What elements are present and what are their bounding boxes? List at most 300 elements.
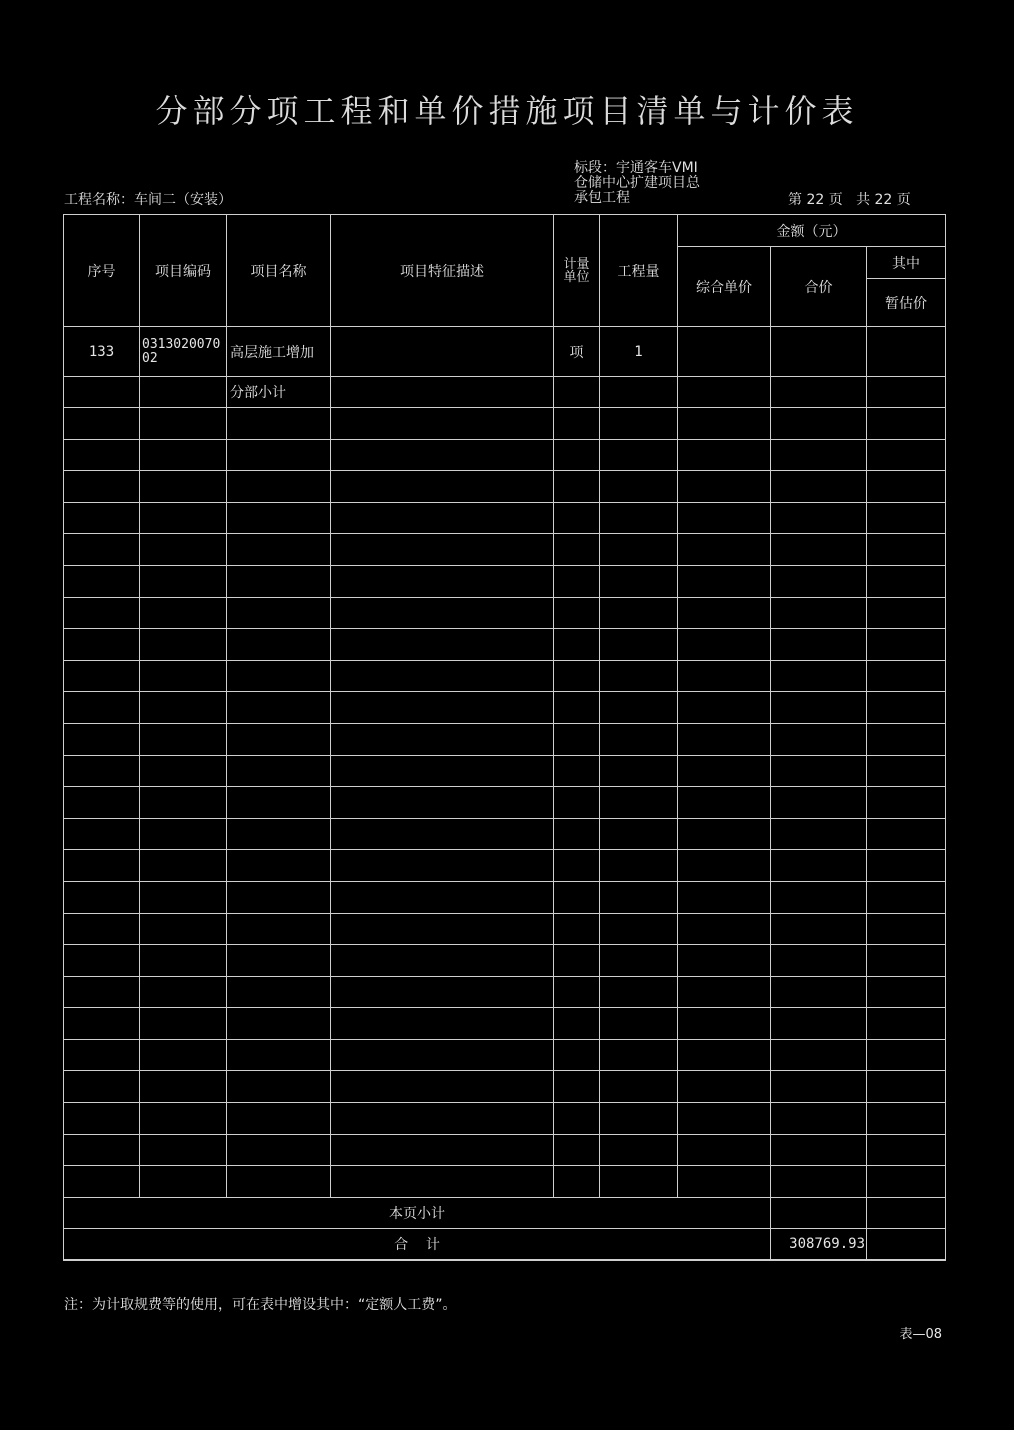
empty-cell xyxy=(600,502,678,534)
empty-cell xyxy=(64,1103,140,1135)
empty-table-row xyxy=(64,755,946,787)
empty-cell xyxy=(227,629,331,661)
empty-cell xyxy=(331,565,554,597)
empty-cell xyxy=(554,913,600,945)
empty-cell xyxy=(227,881,331,913)
empty-cell xyxy=(227,597,331,629)
empty-table-row xyxy=(64,723,946,755)
empty-cell xyxy=(554,787,600,819)
empty-cell xyxy=(331,787,554,819)
empty-cell xyxy=(64,565,140,597)
empty-cell xyxy=(140,534,227,566)
empty-cell xyxy=(227,471,331,503)
cell-unit xyxy=(554,377,600,408)
empty-cell xyxy=(331,597,554,629)
empty-cell xyxy=(867,660,946,692)
empty-cell xyxy=(771,913,867,945)
empty-cell xyxy=(554,723,600,755)
empty-cell xyxy=(140,1134,227,1166)
empty-cell xyxy=(554,755,600,787)
empty-cell xyxy=(678,692,771,724)
empty-cell xyxy=(554,1071,600,1103)
empty-cell xyxy=(227,913,331,945)
empty-cell xyxy=(554,629,600,661)
empty-cell xyxy=(600,1103,678,1135)
empty-cell xyxy=(678,439,771,471)
empty-cell xyxy=(227,818,331,850)
empty-cell xyxy=(771,976,867,1008)
empty-cell xyxy=(600,976,678,1008)
empty-cell xyxy=(227,1103,331,1135)
page-subtotal-value xyxy=(771,1197,867,1228)
empty-cell xyxy=(867,1103,946,1135)
empty-cell xyxy=(867,881,946,913)
col-qty-header: 工程量 xyxy=(600,215,678,327)
empty-cell xyxy=(771,818,867,850)
empty-cell xyxy=(227,723,331,755)
empty-cell xyxy=(331,629,554,661)
empty-cell xyxy=(600,439,678,471)
empty-table-row xyxy=(64,1071,946,1103)
col-total-header: 合价 xyxy=(771,247,867,327)
empty-cell xyxy=(140,565,227,597)
empty-table-row xyxy=(64,502,946,534)
empty-cell xyxy=(867,850,946,882)
page-info: 第 22 页 共 22 页 xyxy=(788,192,911,208)
empty-cell xyxy=(771,723,867,755)
section-info xyxy=(574,161,700,206)
empty-cell xyxy=(227,660,331,692)
empty-cell xyxy=(227,1071,331,1103)
col-of-which-header: 其中 xyxy=(867,247,946,279)
empty-table-row xyxy=(64,692,946,724)
empty-cell xyxy=(227,850,331,882)
col-name-header: 项目名称 xyxy=(227,215,331,327)
empty-table-row xyxy=(64,787,946,819)
empty-cell xyxy=(600,881,678,913)
empty-cell xyxy=(140,439,227,471)
empty-cell xyxy=(140,976,227,1008)
empty-cell xyxy=(227,1134,331,1166)
empty-table-row xyxy=(64,565,946,597)
empty-cell xyxy=(867,723,946,755)
cell-unit-price xyxy=(678,377,771,408)
empty-cell xyxy=(140,692,227,724)
empty-table-row xyxy=(64,818,946,850)
cell-qty xyxy=(600,377,678,408)
empty-cell xyxy=(554,1166,600,1198)
header-row-1 xyxy=(64,215,946,247)
empty-table-row xyxy=(64,439,946,471)
table-row xyxy=(64,377,946,408)
empty-cell xyxy=(678,850,771,882)
empty-cell xyxy=(600,1134,678,1166)
empty-cell xyxy=(227,565,331,597)
empty-table-row xyxy=(64,660,946,692)
empty-cell xyxy=(331,850,554,882)
empty-table-row xyxy=(64,913,946,945)
empty-cell xyxy=(331,471,554,503)
empty-cell xyxy=(331,755,554,787)
empty-cell xyxy=(554,408,600,440)
empty-cell xyxy=(600,660,678,692)
form-number: 表—08 xyxy=(899,1327,942,1342)
empty-cell xyxy=(771,439,867,471)
empty-cell xyxy=(600,692,678,724)
empty-cell xyxy=(600,818,678,850)
empty-cell xyxy=(771,408,867,440)
empty-cell xyxy=(771,850,867,882)
empty-cell xyxy=(140,1039,227,1071)
footnote: 注：为计取规费等的使用，可在表中增设其中：“定额人工费”。 xyxy=(64,1297,457,1313)
empty-cell xyxy=(771,1134,867,1166)
empty-cell xyxy=(227,945,331,977)
empty-cell xyxy=(867,1134,946,1166)
empty-cell xyxy=(64,1134,140,1166)
empty-cell xyxy=(600,913,678,945)
empty-cell xyxy=(554,881,600,913)
empty-cell xyxy=(771,1008,867,1040)
empty-cell xyxy=(331,1039,554,1071)
empty-cell xyxy=(64,439,140,471)
grand-total-extra xyxy=(867,1228,946,1260)
empty-cell xyxy=(554,692,600,724)
empty-cell xyxy=(678,471,771,503)
empty-cell xyxy=(554,660,600,692)
grand-total-value: 308769.93 xyxy=(771,1228,867,1260)
empty-cell xyxy=(64,597,140,629)
cell-unit: 项 xyxy=(554,327,600,377)
empty-cell xyxy=(678,502,771,534)
empty-cell xyxy=(867,976,946,1008)
empty-cell xyxy=(771,502,867,534)
empty-cell xyxy=(227,787,331,819)
cell-seq: 133 xyxy=(64,327,140,377)
empty-cell xyxy=(867,1008,946,1040)
col-desc-header: 项目特征描述 xyxy=(331,215,554,327)
empty-cell xyxy=(771,755,867,787)
empty-cell xyxy=(140,1103,227,1135)
page-subtotal-row xyxy=(64,1197,946,1228)
empty-cell xyxy=(600,1071,678,1103)
empty-cell xyxy=(227,1039,331,1071)
empty-cell xyxy=(140,818,227,850)
empty-cell xyxy=(331,818,554,850)
empty-cell xyxy=(771,787,867,819)
table-row xyxy=(64,327,946,377)
empty-cell xyxy=(227,976,331,1008)
section-line-2: 仓储中心扩建项目总 xyxy=(574,175,700,191)
empty-cell xyxy=(678,408,771,440)
empty-cell xyxy=(140,1008,227,1040)
empty-table-row xyxy=(64,597,946,629)
empty-cell xyxy=(140,755,227,787)
empty-cell xyxy=(554,565,600,597)
empty-cell xyxy=(331,723,554,755)
col-provisional-header: 暂估价 xyxy=(867,279,946,327)
empty-table-row xyxy=(64,471,946,503)
empty-cell xyxy=(867,565,946,597)
empty-cell xyxy=(64,913,140,945)
grand-total-row xyxy=(64,1228,946,1260)
empty-cell xyxy=(64,502,140,534)
section-line-3: 承包工程 xyxy=(574,190,630,206)
empty-cell xyxy=(554,502,600,534)
empty-cell xyxy=(678,1039,771,1071)
empty-cell xyxy=(331,660,554,692)
empty-cell xyxy=(771,565,867,597)
empty-cell xyxy=(64,787,140,819)
empty-cell xyxy=(331,1008,554,1040)
empty-cell xyxy=(554,1008,600,1040)
empty-cell xyxy=(227,502,331,534)
empty-cell xyxy=(64,1166,140,1198)
empty-cell xyxy=(64,723,140,755)
empty-cell xyxy=(331,1134,554,1166)
empty-cell xyxy=(64,945,140,977)
empty-cell xyxy=(64,1071,140,1103)
empty-cell xyxy=(140,1071,227,1103)
col-amount-group-header: 金额（元） xyxy=(678,215,946,247)
empty-cell xyxy=(140,502,227,534)
empty-cell xyxy=(554,850,600,882)
cell-code: 031302007002 xyxy=(140,327,227,377)
empty-cell xyxy=(64,881,140,913)
empty-cell xyxy=(140,913,227,945)
empty-cell xyxy=(64,850,140,882)
empty-table-row xyxy=(64,534,946,566)
cell-name: 高层施工增加 xyxy=(227,327,331,377)
page-subtotal-extra xyxy=(867,1197,946,1228)
empty-cell xyxy=(554,1103,600,1135)
empty-cell xyxy=(600,471,678,503)
cell-desc xyxy=(331,327,554,377)
empty-table-row xyxy=(64,881,946,913)
empty-cell xyxy=(331,945,554,977)
empty-cell xyxy=(600,534,678,566)
empty-cell xyxy=(64,660,140,692)
empty-cell xyxy=(331,439,554,471)
empty-cell xyxy=(867,629,946,661)
cell-unit-price xyxy=(678,327,771,377)
page-title: 分部分项工程和单价措施项目清单与计价表 xyxy=(155,92,859,130)
empty-cell xyxy=(140,629,227,661)
empty-cell xyxy=(331,1071,554,1103)
col-unit-header: 计量单位 xyxy=(554,215,600,327)
empty-cell xyxy=(867,945,946,977)
empty-cell xyxy=(867,913,946,945)
empty-cell xyxy=(600,1008,678,1040)
empty-cell xyxy=(600,597,678,629)
empty-cell xyxy=(331,534,554,566)
empty-cell xyxy=(64,1039,140,1071)
empty-cell xyxy=(867,597,946,629)
empty-cell xyxy=(678,1166,771,1198)
empty-cell xyxy=(867,1039,946,1071)
empty-cell xyxy=(771,629,867,661)
empty-cell xyxy=(64,1008,140,1040)
empty-table-row xyxy=(64,976,946,1008)
empty-cell xyxy=(64,976,140,1008)
cell-total xyxy=(771,377,867,408)
empty-cell xyxy=(678,1134,771,1166)
empty-cell xyxy=(600,1166,678,1198)
empty-cell xyxy=(771,1039,867,1071)
empty-cell xyxy=(600,1039,678,1071)
empty-cell xyxy=(140,471,227,503)
col-seq-header: 序号 xyxy=(64,215,140,327)
empty-cell xyxy=(867,471,946,503)
empty-cell xyxy=(331,1166,554,1198)
empty-table-row xyxy=(64,1103,946,1135)
empty-cell xyxy=(678,787,771,819)
empty-cell xyxy=(140,723,227,755)
empty-cell xyxy=(867,787,946,819)
page-subtotal-label: 本页小计 xyxy=(64,1197,771,1228)
empty-cell xyxy=(678,629,771,661)
col-code-header: 项目编码 xyxy=(140,215,227,327)
empty-cell xyxy=(331,1103,554,1135)
empty-cell xyxy=(64,534,140,566)
empty-cell xyxy=(867,534,946,566)
empty-cell xyxy=(867,408,946,440)
empty-cell xyxy=(771,945,867,977)
empty-cell xyxy=(140,1166,227,1198)
empty-cell xyxy=(331,502,554,534)
empty-cell xyxy=(227,408,331,440)
cell-provisional xyxy=(867,377,946,408)
empty-cell xyxy=(600,755,678,787)
empty-table-row xyxy=(64,1039,946,1071)
empty-cell xyxy=(678,913,771,945)
empty-cell xyxy=(140,945,227,977)
empty-cell xyxy=(554,471,600,503)
empty-cell xyxy=(771,534,867,566)
empty-cell xyxy=(600,945,678,977)
empty-cell xyxy=(771,471,867,503)
empty-table-row xyxy=(64,945,946,977)
empty-cell xyxy=(678,881,771,913)
empty-table-row xyxy=(64,1008,946,1040)
pricing-table xyxy=(63,214,946,1261)
empty-cell xyxy=(227,755,331,787)
empty-cell xyxy=(678,597,771,629)
empty-cell xyxy=(867,1166,946,1198)
empty-cell xyxy=(331,881,554,913)
empty-cell xyxy=(678,1103,771,1135)
empty-cell xyxy=(771,1166,867,1198)
empty-cell xyxy=(554,818,600,850)
empty-cell xyxy=(678,660,771,692)
empty-cell xyxy=(227,1008,331,1040)
empty-cell xyxy=(331,408,554,440)
empty-cell xyxy=(867,692,946,724)
empty-cell xyxy=(554,597,600,629)
empty-cell xyxy=(227,1166,331,1198)
empty-cell xyxy=(678,818,771,850)
empty-cell xyxy=(600,787,678,819)
cell-name: 分部小计 xyxy=(227,377,331,408)
grand-total-label: 合 计 xyxy=(64,1228,771,1260)
empty-cell xyxy=(227,534,331,566)
empty-cell xyxy=(600,723,678,755)
project-name: 工程名称：车间二（安装） xyxy=(64,192,232,208)
empty-cell xyxy=(331,913,554,945)
empty-cell xyxy=(678,534,771,566)
empty-cell xyxy=(771,660,867,692)
empty-table-row xyxy=(64,1166,946,1198)
empty-cell xyxy=(554,1039,600,1071)
cell-provisional xyxy=(867,327,946,377)
empty-cell xyxy=(140,881,227,913)
empty-cell xyxy=(771,597,867,629)
empty-cell xyxy=(64,471,140,503)
empty-cell xyxy=(678,1071,771,1103)
section-line-1: 标段：宇通客车VMI xyxy=(574,160,698,176)
empty-cell xyxy=(140,597,227,629)
cell-desc xyxy=(331,377,554,408)
empty-cell xyxy=(867,502,946,534)
empty-rows xyxy=(64,408,946,1198)
empty-cell xyxy=(600,850,678,882)
empty-table-row xyxy=(64,1134,946,1166)
empty-cell xyxy=(140,660,227,692)
empty-cell xyxy=(600,565,678,597)
empty-cell xyxy=(64,408,140,440)
empty-cell xyxy=(867,755,946,787)
empty-cell xyxy=(554,534,600,566)
empty-cell xyxy=(867,1071,946,1103)
cell-code xyxy=(140,377,227,408)
empty-cell xyxy=(140,408,227,440)
empty-cell xyxy=(227,692,331,724)
empty-cell xyxy=(678,976,771,1008)
empty-cell xyxy=(227,439,331,471)
empty-table-row xyxy=(64,850,946,882)
col-unit-price-header: 综合单价 xyxy=(678,247,771,327)
empty-cell xyxy=(64,818,140,850)
empty-cell xyxy=(678,565,771,597)
empty-cell xyxy=(64,629,140,661)
empty-cell xyxy=(600,629,678,661)
cell-qty: 1 xyxy=(600,327,678,377)
empty-cell xyxy=(771,1103,867,1135)
empty-cell xyxy=(678,1008,771,1040)
empty-table-row xyxy=(64,629,946,661)
empty-cell xyxy=(600,408,678,440)
empty-cell xyxy=(331,976,554,1008)
empty-cell xyxy=(678,945,771,977)
empty-cell xyxy=(678,723,771,755)
empty-cell xyxy=(554,945,600,977)
empty-cell xyxy=(64,755,140,787)
empty-cell xyxy=(867,439,946,471)
empty-table-row xyxy=(64,408,946,440)
cell-seq xyxy=(64,377,140,408)
empty-cell xyxy=(554,1134,600,1166)
empty-cell xyxy=(771,1071,867,1103)
empty-cell xyxy=(771,692,867,724)
empty-cell xyxy=(554,439,600,471)
empty-cell xyxy=(554,976,600,1008)
empty-cell xyxy=(678,755,771,787)
empty-cell xyxy=(771,881,867,913)
empty-cell xyxy=(140,850,227,882)
empty-cell xyxy=(331,692,554,724)
empty-cell xyxy=(867,818,946,850)
cell-total xyxy=(771,327,867,377)
empty-cell xyxy=(140,787,227,819)
